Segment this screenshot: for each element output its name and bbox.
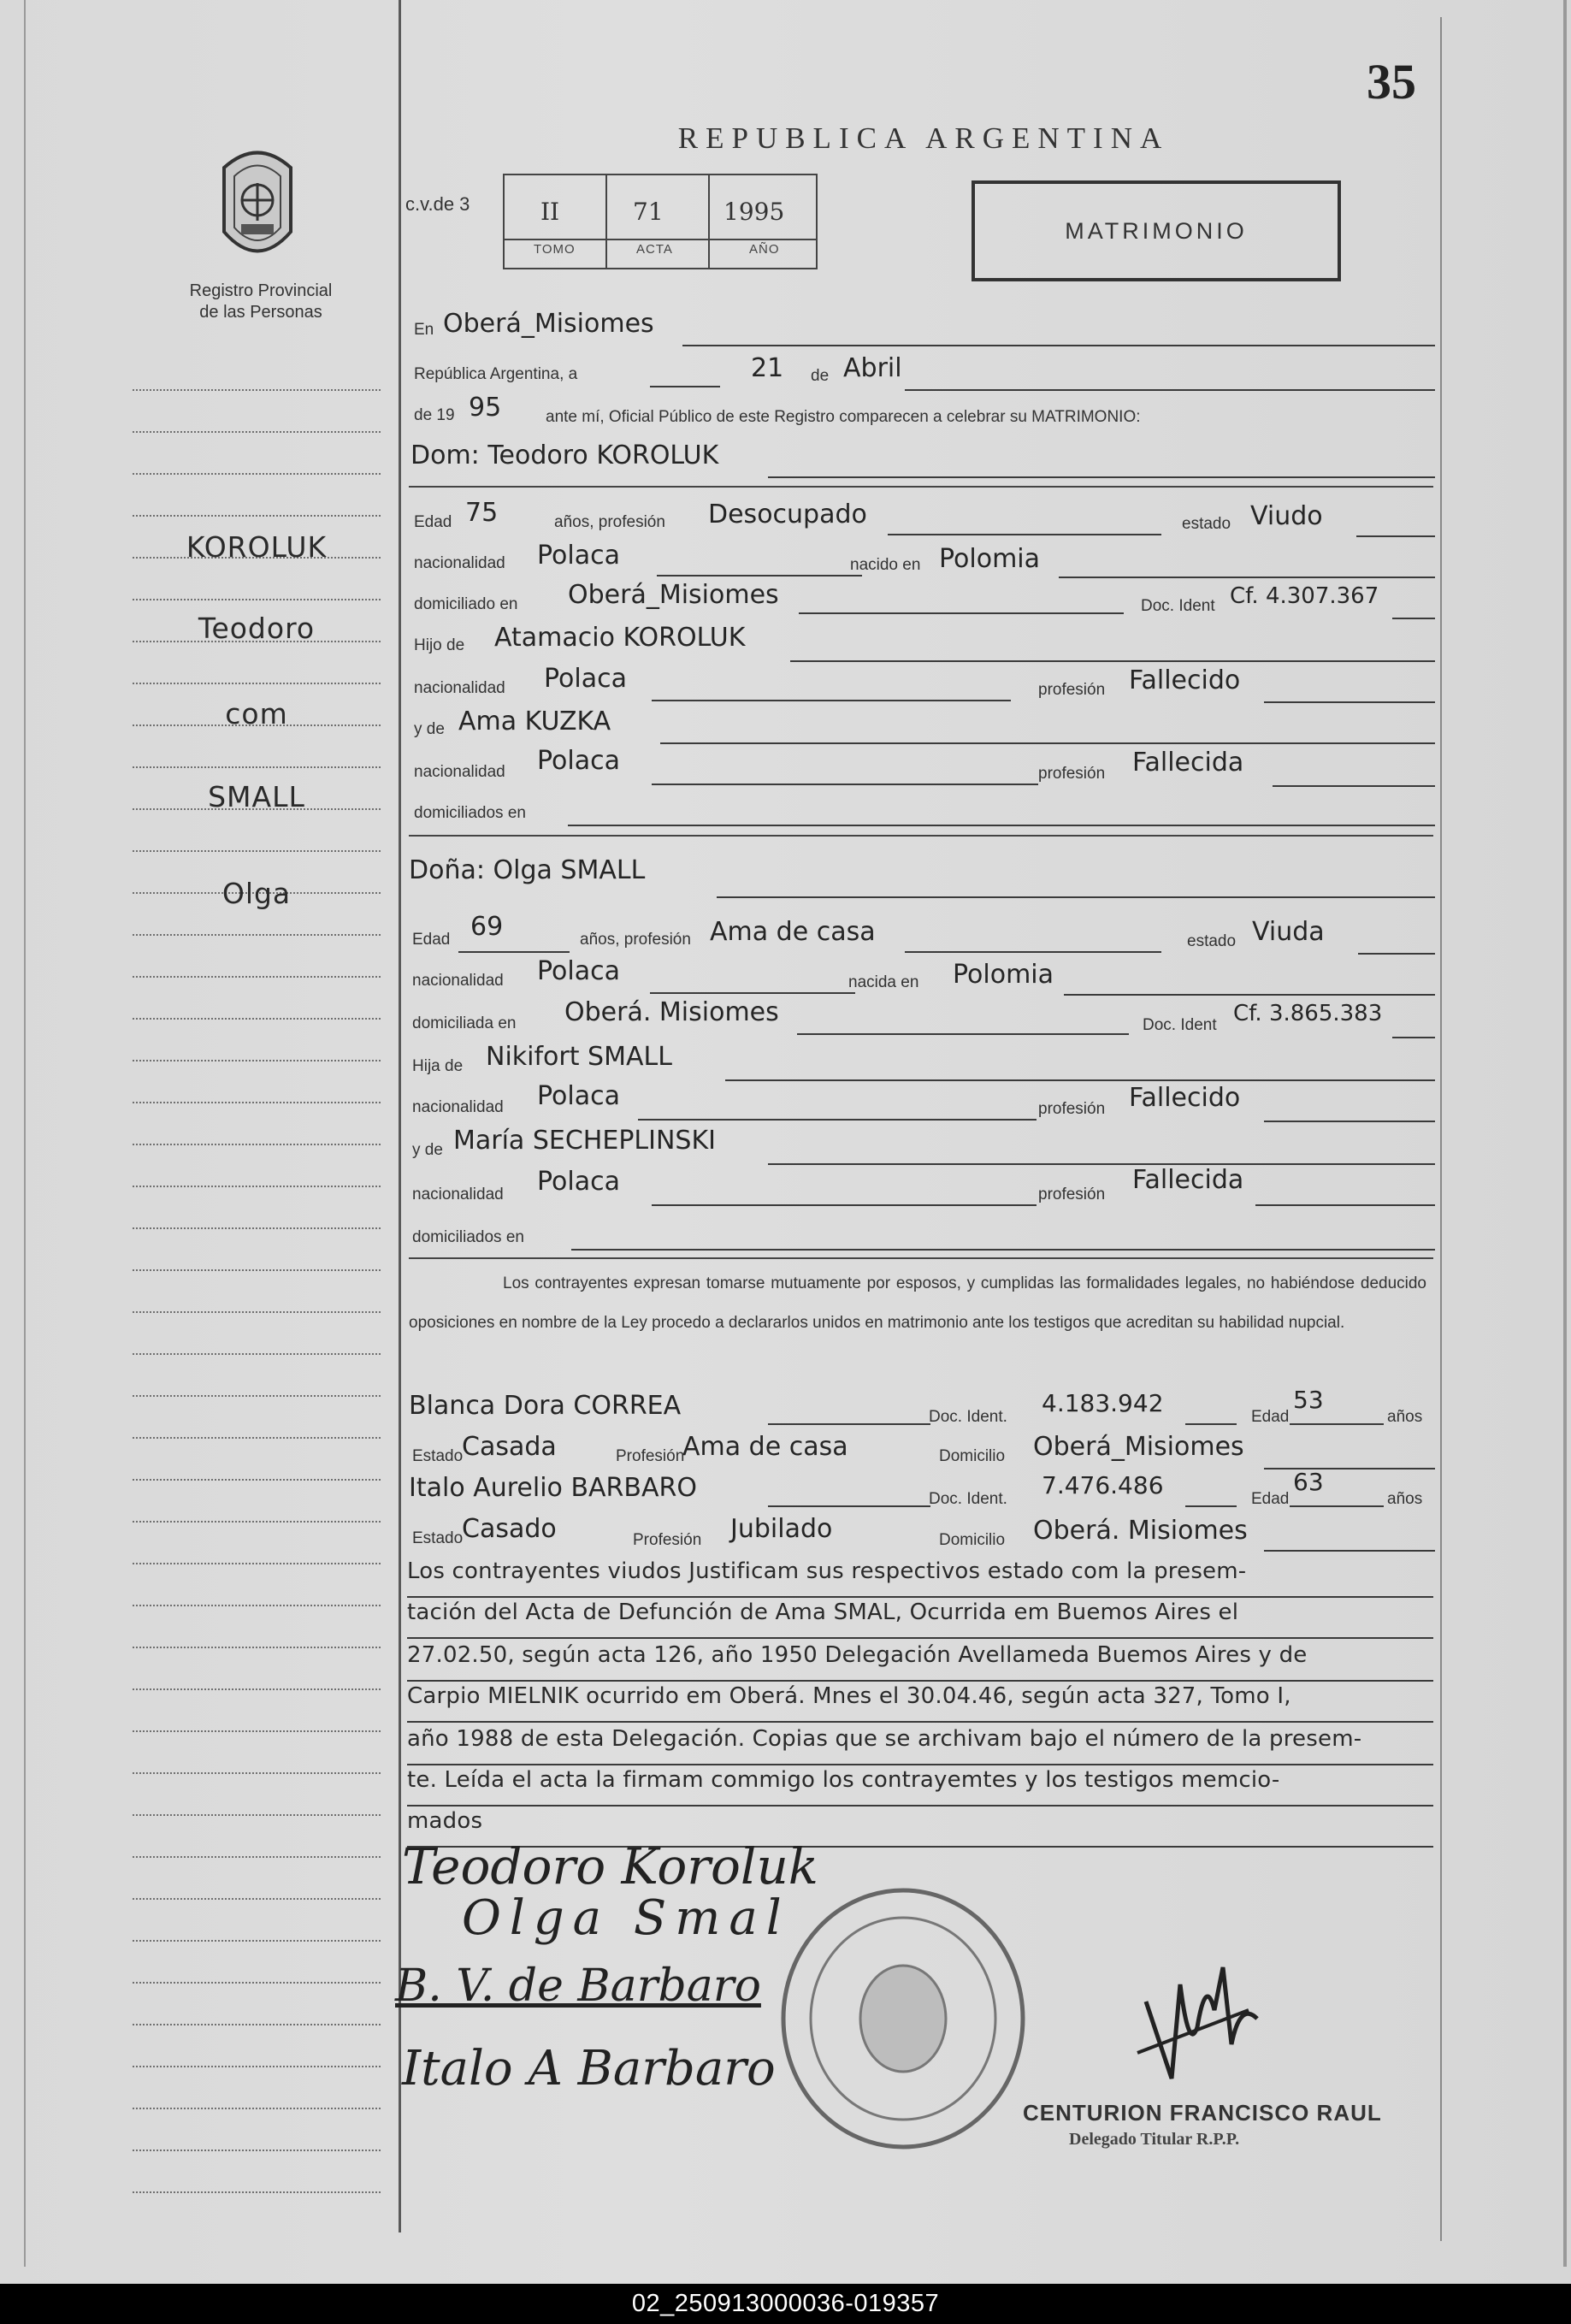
margin-dotted-line xyxy=(133,1018,381,1020)
note-underline xyxy=(407,1596,1433,1598)
groom-age: 75 xyxy=(465,498,499,528)
margin-dotted-line xyxy=(133,1102,381,1103)
bride-name: Doña: Olga SMALL xyxy=(409,855,646,885)
margin-dotted-line xyxy=(133,1437,381,1439)
domiciliado-label: domiciliado en xyxy=(414,595,518,613)
estado-label: estado xyxy=(1182,515,1231,533)
note-underline xyxy=(407,1637,1433,1639)
margin-dotted-line xyxy=(133,1856,381,1858)
witness-2-status: Casado xyxy=(462,1514,557,1544)
y-de-label: y de xyxy=(414,720,445,738)
row-witness-1 xyxy=(409,1386,1435,1427)
binding-edge xyxy=(1563,0,1567,2267)
domicilio-label: Domicilio xyxy=(939,1531,1006,1549)
margin-dotted-line xyxy=(133,2150,381,2151)
nacionalidad-label: nacionalidad xyxy=(414,679,505,697)
acta-value: 71 xyxy=(633,198,664,226)
row-bride-father xyxy=(409,1042,1435,1076)
estado-label: estado xyxy=(1187,932,1237,950)
bride-father: Nikifort SMALL xyxy=(486,1042,672,1072)
officer-title: Delegado Titular R.P.P. xyxy=(1069,2130,1240,2149)
row-groom-mother xyxy=(409,708,1435,742)
year-prefix: de 19 xyxy=(414,406,455,424)
margin-dotted-line xyxy=(133,1269,381,1271)
acta-label: ACTA xyxy=(636,242,673,257)
nacionalidad-label: nacionalidad xyxy=(412,1098,504,1116)
margin-connector: com xyxy=(225,697,288,730)
row-bride-name xyxy=(409,855,1435,890)
row-groom-father-nat xyxy=(409,664,1435,703)
doc-ident-label: Doc. Ident xyxy=(1143,1016,1217,1034)
doc-ident-label: Doc. Ident. xyxy=(929,1490,1007,1508)
section-divider xyxy=(409,835,1433,837)
hijo-de-label: Hijo de xyxy=(414,636,465,654)
witness-1-age: 53 xyxy=(1293,1386,1324,1414)
margin-given-name-bride: Olga xyxy=(221,877,292,910)
margin-dotted-line xyxy=(133,1353,381,1355)
section-divider xyxy=(409,486,1433,488)
margin-surname-bride: SMALL xyxy=(208,780,305,813)
page-number: 35 xyxy=(1367,54,1416,109)
bride-father-nationality: Polaca xyxy=(537,1081,620,1111)
signature-witness-1: B. V. de Barbaro xyxy=(395,1960,761,2012)
act-type-box xyxy=(972,180,1341,281)
act-reference-table xyxy=(503,174,818,269)
witness-1-status: Casada xyxy=(462,1432,557,1462)
nacionalidad-label: nacionalidad xyxy=(412,972,504,990)
nacionalidad-label: nacionalidad xyxy=(414,763,505,781)
witness-2-doc: 7.476.486 xyxy=(1042,1471,1164,1499)
bride-mother-profession: Fallecida xyxy=(1132,1165,1244,1195)
anio-cell xyxy=(710,175,814,268)
row-place xyxy=(409,310,1435,345)
row-bride-age xyxy=(409,912,1435,953)
margin-dotted-line xyxy=(133,1940,381,1942)
nacido-label: nacido en xyxy=(850,556,921,574)
margin-dotted-line xyxy=(133,1605,381,1606)
domiciliados-label: domiciliados en xyxy=(414,804,526,822)
margin-dotted-line xyxy=(133,1730,381,1732)
margin-dotted-line xyxy=(133,1479,381,1481)
margin-dotted-line xyxy=(133,1772,381,1774)
groom-father: Atamacio KOROLUK xyxy=(494,623,746,653)
margin-divider xyxy=(399,0,401,2232)
groom-mother: Ama KUZKA xyxy=(458,707,611,736)
tomo-label: TOMO xyxy=(534,242,576,257)
groom-name: Dom: Teodoro KOROLUK xyxy=(410,441,719,470)
note-underline xyxy=(407,1764,1433,1765)
signature-groom: Teodoro Koroluk xyxy=(402,1837,818,1895)
doc-ident-label: Doc. Ident xyxy=(1141,597,1215,615)
margin-dotted-line xyxy=(133,1227,381,1229)
declaration-body: Los contrayentes expresan tomarse mutuamente por esposos, y cumplidas las formalidades legales, no habiéndose deducido oposiciones en nombre de la Ley procedo a declararlos unidos en matrimonio ante los testigos que acreditan su habilidad nupcial. xyxy=(409,1274,1426,1332)
row-bride-parents-domicile xyxy=(409,1213,1435,1247)
margin-dotted-line xyxy=(133,1060,381,1061)
witness-2-domicile: Oberá. Misiomes xyxy=(1033,1516,1248,1546)
margin-dotted-line xyxy=(133,1395,381,1397)
margin-dotted-line xyxy=(133,1982,381,1984)
act-type-label: MATRIMONIO xyxy=(1065,217,1248,244)
declaration-text xyxy=(409,1264,1426,1343)
profesion-label: Profesión xyxy=(633,1531,702,1549)
margin-dotted-line xyxy=(133,2066,381,2067)
edad-label: Edad xyxy=(1251,1408,1290,1426)
bride-mother: María SECHEPLINSKI xyxy=(453,1126,716,1156)
provincial-seal-icon xyxy=(207,142,308,270)
day-value: 21 xyxy=(751,353,784,383)
margin-dotted-line xyxy=(133,2024,381,2025)
registry-label xyxy=(154,281,368,323)
groom-nationality: Polaca xyxy=(537,541,620,571)
witness-2-age: 63 xyxy=(1293,1468,1324,1496)
section-divider xyxy=(409,1257,1433,1259)
nacionalidad-label: nacionalidad xyxy=(412,1186,504,1203)
domiciliados-label: domiciliados en xyxy=(412,1228,524,1246)
month-value: Abril xyxy=(843,353,902,383)
bride-status: Viuda xyxy=(1252,917,1325,947)
witness-1-doc: 4.183.942 xyxy=(1042,1389,1164,1417)
margin-dotted-line xyxy=(133,850,381,852)
margin-dotted-line xyxy=(133,515,381,517)
groom-domicile: Oberá_Misiomes xyxy=(568,580,779,610)
groom-profession: Desocupado xyxy=(708,500,867,529)
profesion-label: Profesión xyxy=(616,1447,685,1465)
witness-2-name: Italo Aurelio BARBARO xyxy=(409,1473,697,1503)
bride-mother-nationality: Polaca xyxy=(537,1167,620,1197)
edad-label: Edad xyxy=(1251,1490,1290,1508)
edad-label: Edad xyxy=(412,931,451,949)
document-title: REPUBLICA ARGENTINA xyxy=(677,121,1170,155)
official-stamp-icon xyxy=(775,1882,1031,2155)
groom-father-profession: Fallecido xyxy=(1129,665,1241,695)
doc-ident-label: Doc. Ident. xyxy=(929,1408,1007,1426)
margin-dotted-line xyxy=(133,934,381,936)
nacida-label: nacida en xyxy=(848,973,919,991)
margin-surname-groom: KOROLUK xyxy=(186,530,328,564)
row-groom-father xyxy=(409,623,1435,660)
anios-label: años xyxy=(1387,1408,1423,1426)
profesion-label: profesión xyxy=(1038,681,1106,699)
margin-dotted-line xyxy=(133,1144,381,1145)
tomo-cell xyxy=(505,175,607,268)
row-date xyxy=(409,355,1435,389)
de-label: de xyxy=(811,367,830,385)
bride-doc: Cf. 3.865.383 xyxy=(1233,1001,1383,1026)
registry-line-2: de las Personas xyxy=(199,303,322,322)
year-value: 95 xyxy=(469,393,502,423)
profesion-label: profesión xyxy=(1038,1100,1106,1118)
row-year xyxy=(409,393,1435,430)
republica-label: República Argentina, a xyxy=(414,365,578,383)
anio-value: 1995 xyxy=(723,198,785,226)
margin-given-name-groom: Teodoro xyxy=(198,612,316,645)
nacionalidad-label: nacionalidad xyxy=(414,554,505,572)
registry-line-1: Registro Provincial xyxy=(189,281,333,300)
row-groom-domicile xyxy=(409,580,1435,619)
estado-label: Estado xyxy=(412,1529,464,1547)
row-witness-2-details xyxy=(409,1514,1435,1552)
officer-signature-icon xyxy=(1129,1950,1266,2087)
profesion-label: profesión xyxy=(1038,765,1106,783)
row-witness-2 xyxy=(409,1468,1435,1509)
note-line: Carpio MIELNIK ocurrido em Oberá. Mnes el 30.04.46, según acta 327, Tomo I, xyxy=(407,1683,1291,1709)
signature-bride: Olga Smal xyxy=(462,1890,790,1946)
note-line: tación del Acta de Defunción de Ama SMAL, Ocurrida em Buemos Aires el xyxy=(407,1600,1239,1625)
domiciliada-label: domiciliada en xyxy=(412,1014,517,1032)
note-line: año 1988 de esta Delegación. Copias que se archivam bajo el número de la presem- xyxy=(407,1726,1362,1752)
image-id-footer: 02_250913000036-019357 xyxy=(0,2284,1571,2324)
anio-label: AÑO xyxy=(749,242,780,257)
act-prefix: c.v.de 3 xyxy=(405,193,470,215)
margin-dotted-line xyxy=(133,1311,381,1313)
signature-witness-2: Italo A Barbaro xyxy=(402,2041,776,2096)
margin-dotted-line xyxy=(133,431,381,433)
margin-dotted-line xyxy=(133,1688,381,1690)
note-line: 27.02.50, según acta 126, año 1950 Delegación Avellameda Buemos Aires y de xyxy=(407,1642,1308,1668)
margin-dotted-line xyxy=(133,683,381,684)
groom-father-nationality: Polaca xyxy=(544,664,627,694)
intro-text: ante mí, Oficial Público de este Registro comparecen a celebrar su MATRIMONIO: xyxy=(546,408,1141,426)
margin-dotted-line xyxy=(133,1814,381,1816)
groom-doc: Cf. 4.307.367 xyxy=(1230,583,1379,609)
row-groom-name xyxy=(409,441,1435,475)
margin-dotted-line xyxy=(133,2191,381,2193)
note-line: mados xyxy=(407,1808,483,1834)
witness-1-name: Blanca Dora CORREA xyxy=(409,1391,682,1421)
row-bride-nationality xyxy=(409,956,1435,994)
edad-label: Edad xyxy=(414,513,452,531)
row-bride-domicile xyxy=(409,997,1435,1035)
hija-de-label: Hija de xyxy=(412,1057,464,1075)
profesion-label: años, profesión xyxy=(580,931,691,949)
officer-name: CENTURION FRANCISCO RAUL xyxy=(1023,2100,1382,2126)
row-witness-1-details xyxy=(409,1434,1435,1468)
place-value: Oberá_Misiomes xyxy=(443,309,654,339)
bride-nationality: Polaca xyxy=(537,956,620,986)
groom-mother-nationality: Polaca xyxy=(537,746,620,776)
row-bride-mother-nat xyxy=(409,1165,1435,1204)
row-groom-mother-nat xyxy=(409,746,1435,785)
groom-status: Viudo xyxy=(1250,501,1323,531)
row-groom-nationality xyxy=(409,541,1435,578)
page-edge-left xyxy=(24,0,26,2267)
margin-dotted-line xyxy=(133,1186,381,1187)
domicilio-label: Domicilio xyxy=(939,1447,1006,1465)
margin-dotted-line xyxy=(133,1898,381,1900)
row-bride-mother xyxy=(409,1126,1435,1160)
profesion-label: profesión xyxy=(1038,1186,1106,1203)
margin-dotted-line xyxy=(133,473,381,475)
margin-dotted-line xyxy=(133,766,381,768)
note-underline xyxy=(407,1721,1433,1723)
margin-dotted-line xyxy=(133,599,381,600)
margin-dotted-line xyxy=(133,1563,381,1564)
witness-1-domicile: Oberá_Misiomes xyxy=(1033,1432,1244,1462)
acta-cell xyxy=(607,175,710,268)
margin-dotted-line xyxy=(133,389,381,391)
witness-2-profession: Jubilado xyxy=(730,1514,833,1544)
y-de-label: y de xyxy=(412,1141,443,1159)
bride-profession: Ama de casa xyxy=(710,917,876,947)
groom-mother-profession: Fallecida xyxy=(1132,748,1244,778)
bride-father-profession: Fallecido xyxy=(1129,1083,1241,1113)
margin-dotted-line xyxy=(133,976,381,978)
tomo-value: II xyxy=(540,198,560,226)
groom-birthplace: Polomia xyxy=(939,544,1041,574)
note-line: te. Leída el acta la firmam commigo los contrayemtes y los testigos memcio- xyxy=(407,1767,1280,1793)
profesion-label: años, profesión xyxy=(554,513,665,531)
bride-age: 69 xyxy=(470,912,504,942)
margin-dotted-line xyxy=(133,1521,381,1523)
margin-dotted-line xyxy=(133,2108,381,2109)
margin-dotted-line xyxy=(133,1647,381,1648)
row-groom-parents-domicile xyxy=(409,792,1435,826)
witness-1-profession: Ama de casa xyxy=(682,1432,848,1462)
note-underline xyxy=(407,1805,1433,1807)
row-groom-age xyxy=(409,498,1435,537)
note-line: Los contrayentes viudos Justificam sus respectivos estado com la presem- xyxy=(407,1558,1247,1584)
estado-label: Estado xyxy=(412,1447,464,1465)
bride-domicile: Oberá. Misiomes xyxy=(564,997,779,1027)
page-edge-right xyxy=(1440,17,1442,2241)
note-underline xyxy=(407,1680,1433,1682)
row-bride-father-nat xyxy=(409,1081,1435,1119)
bride-birthplace: Polomia xyxy=(953,960,1054,990)
en-label: En xyxy=(414,321,434,339)
anios-label: años xyxy=(1387,1490,1423,1508)
